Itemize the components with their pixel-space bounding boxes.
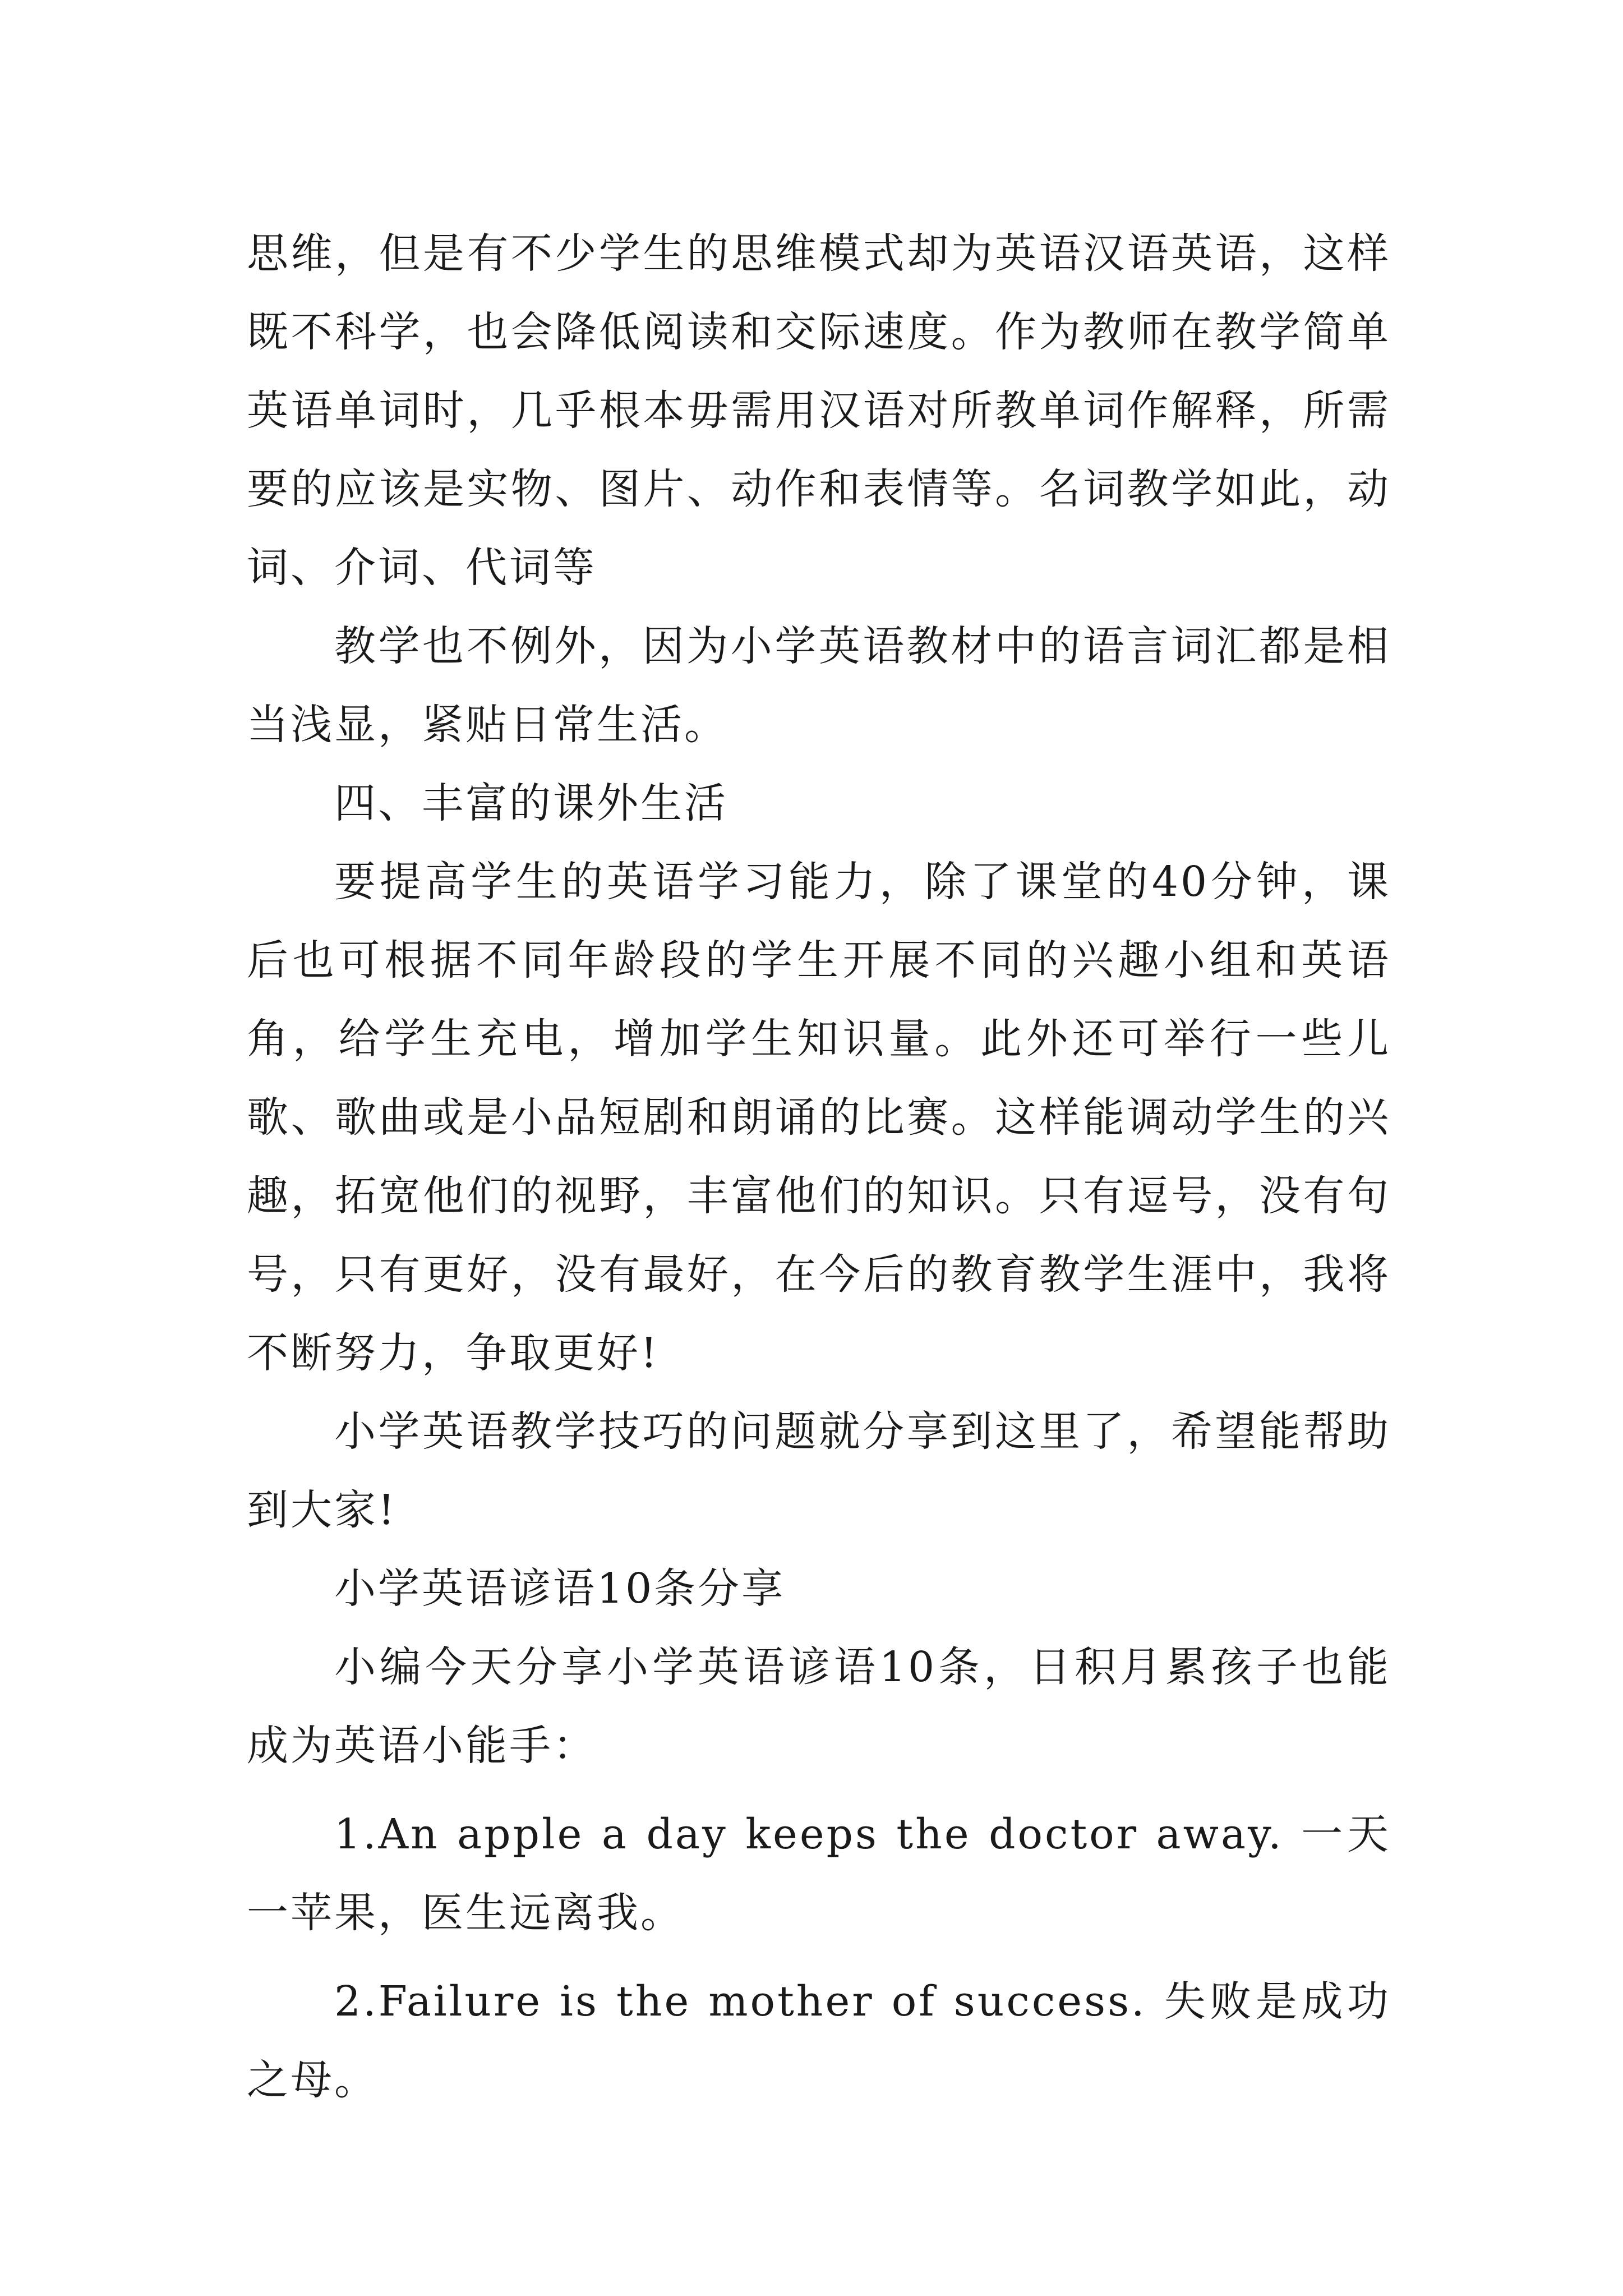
paragraph-vocabulary-teaching: 教学也不例外，因为小学英语教材中的语言词汇都是相当浅显，紧贴日常生活。	[247, 622, 1391, 749]
paragraph-proverbs-intro: 小编今天分享小学英语谚语10条，日积月累孩子也能成为英语小能手：	[247, 1643, 1391, 1770]
paragraph-thinking-mode: 思维，但是有不少学生的思维模式却为英语汉语英语，这样既不科学，也会降低阅读和交际速度。作为教师在教学简单英语单词时，几乎根本毋需用汉语对所教单词作解释，所需要的应该是实物、图片、动作和表情等。名词教学如此，动词、介词、代词等	[247, 229, 1391, 592]
document-body	[247, 214, 1391, 2119]
proverb-item-2: 2.Failure is the mother of success. 失败是成功之母。	[247, 1977, 1391, 2104]
section-heading-extracurricular: 四、丰富的课外生活	[334, 779, 728, 827]
paragraph-closing-remark: 小学英语教学技巧的问题就分享到这里了，希望能帮助到大家!	[247, 1407, 1391, 1534]
section-heading-proverbs: 小学英语谚语10条分享	[334, 1565, 786, 1613]
proverb-item-1: 1.An apple a day keeps the doctor away. 一天一苹果，医生远离我。	[247, 1810, 1391, 1937]
paragraph-extracurricular-activities: 要提高学生的英语学习能力，除了课堂的40分钟，课后也可根据不同年龄段的学生开展不同的兴趣小组和英语角，给学生充电，增加学生知识量。此外还可举行一些儿歌、歌曲或是小品短剧和朗诵的比赛。这样能调动学生的兴趣，拓宽他们的视野，丰富他们的知识。只有逗号，没有句号，只有更好，没有最好，在今后的教育教学生涯中，我将不断努力，争取更好!	[247, 858, 1391, 1377]
